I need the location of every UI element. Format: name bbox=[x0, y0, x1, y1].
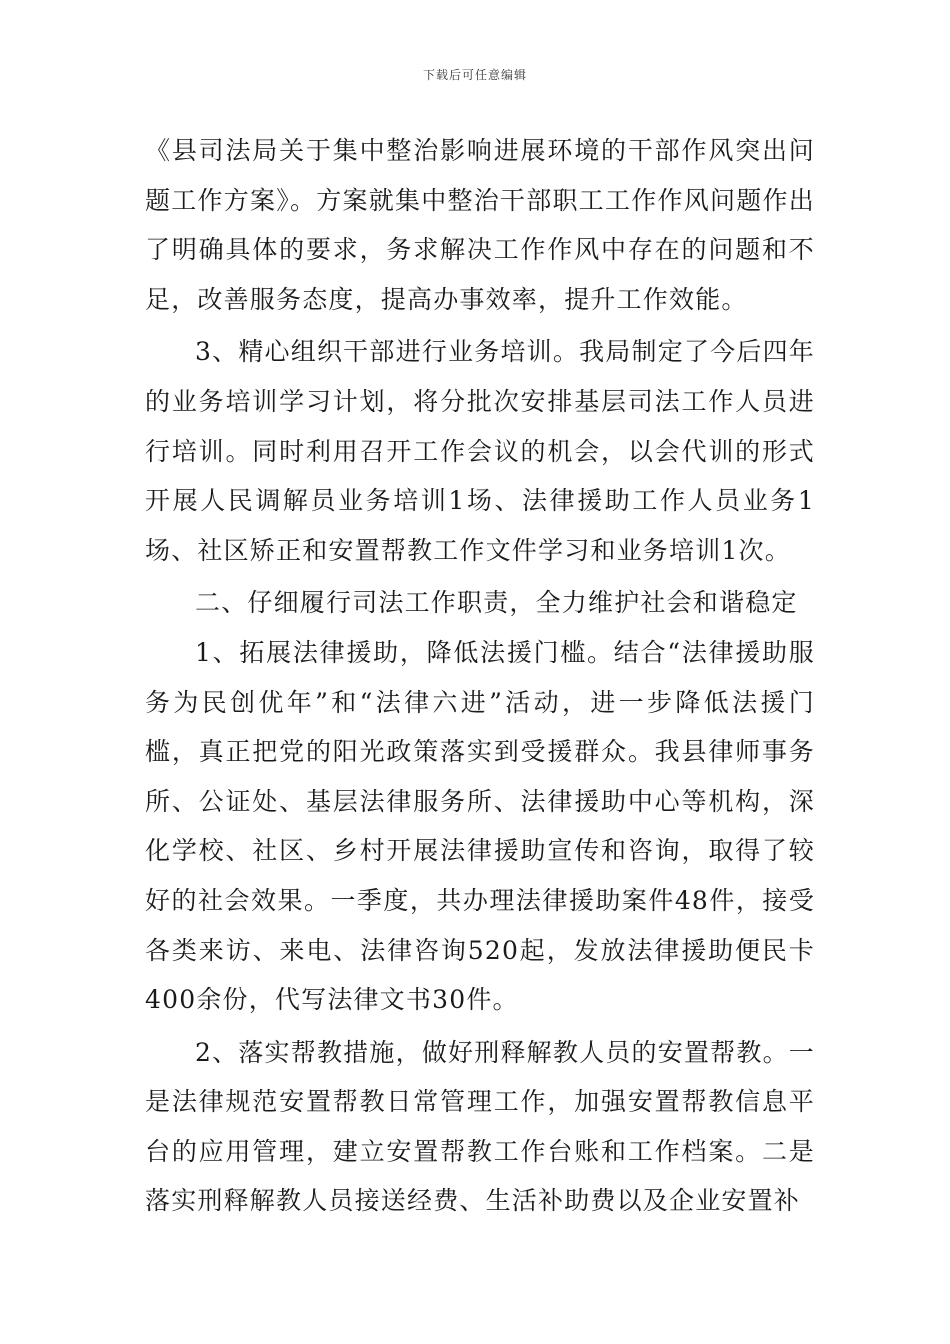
paragraph-training: 3、精心组织干部进行业务培训。我局制定了今后四年的业务培训学习计划，将分批次安排基层司法工作人员进行培训。同时利用召开工作会议的机会，以会代训的形式开展人民调解员业务培训1场、法律援助工作人员业务1场、社区矫正和安置帮教工作文件学习和业务培训1次。 bbox=[145, 337, 815, 565]
paragraph-legal-aid: 1、拓展法律援助，降低法援门槛。结合“法律援助服务为民创优年”和“法律六进”活动，进一步降低法援门槛，真正把党的阳光政策落实到受援群众。我县律师事务所、公证处、基层法律服务所、法律援助中心等机构，深化学校、社区、乡村开展法律援助宣传和咨询，取得了较好的社会效果。一季度，共办理法律援助案件48件，接受各类来访、来电、法律咨询520起，发放法律援助便民卡400余份，代写法律文书30件。 bbox=[145, 637, 815, 1015]
document-body bbox=[145, 126, 815, 1226]
paragraph-continuation: 《县司法局关于集中整治影响进展环境的干部作风突出问题工作方案》。方案就集中整治干部职工工作作风问题作出了明确具体的要求，务求解决工作作风中存在的问题和不足，改善服务态度，提高办事效率，提升工作效能。 bbox=[145, 136, 815, 314]
header-note: 下载后可任意编辑 bbox=[422, 68, 527, 82]
paragraph-resettlement: 2、落实帮教措施，做好刑释解教人员的安置帮教。一是法律规范安置帮教日常管理工作，加强安置帮教信息平台的应用管理，建立安置帮教工作台账和工作档案。二是落实刑释解教人员接送经费、生活补助费以及企业安置补 bbox=[145, 1037, 815, 1216]
section-heading-duties: 二、仔细履行司法工作职责，全力维护社会和谐稳定 bbox=[195, 588, 798, 618]
